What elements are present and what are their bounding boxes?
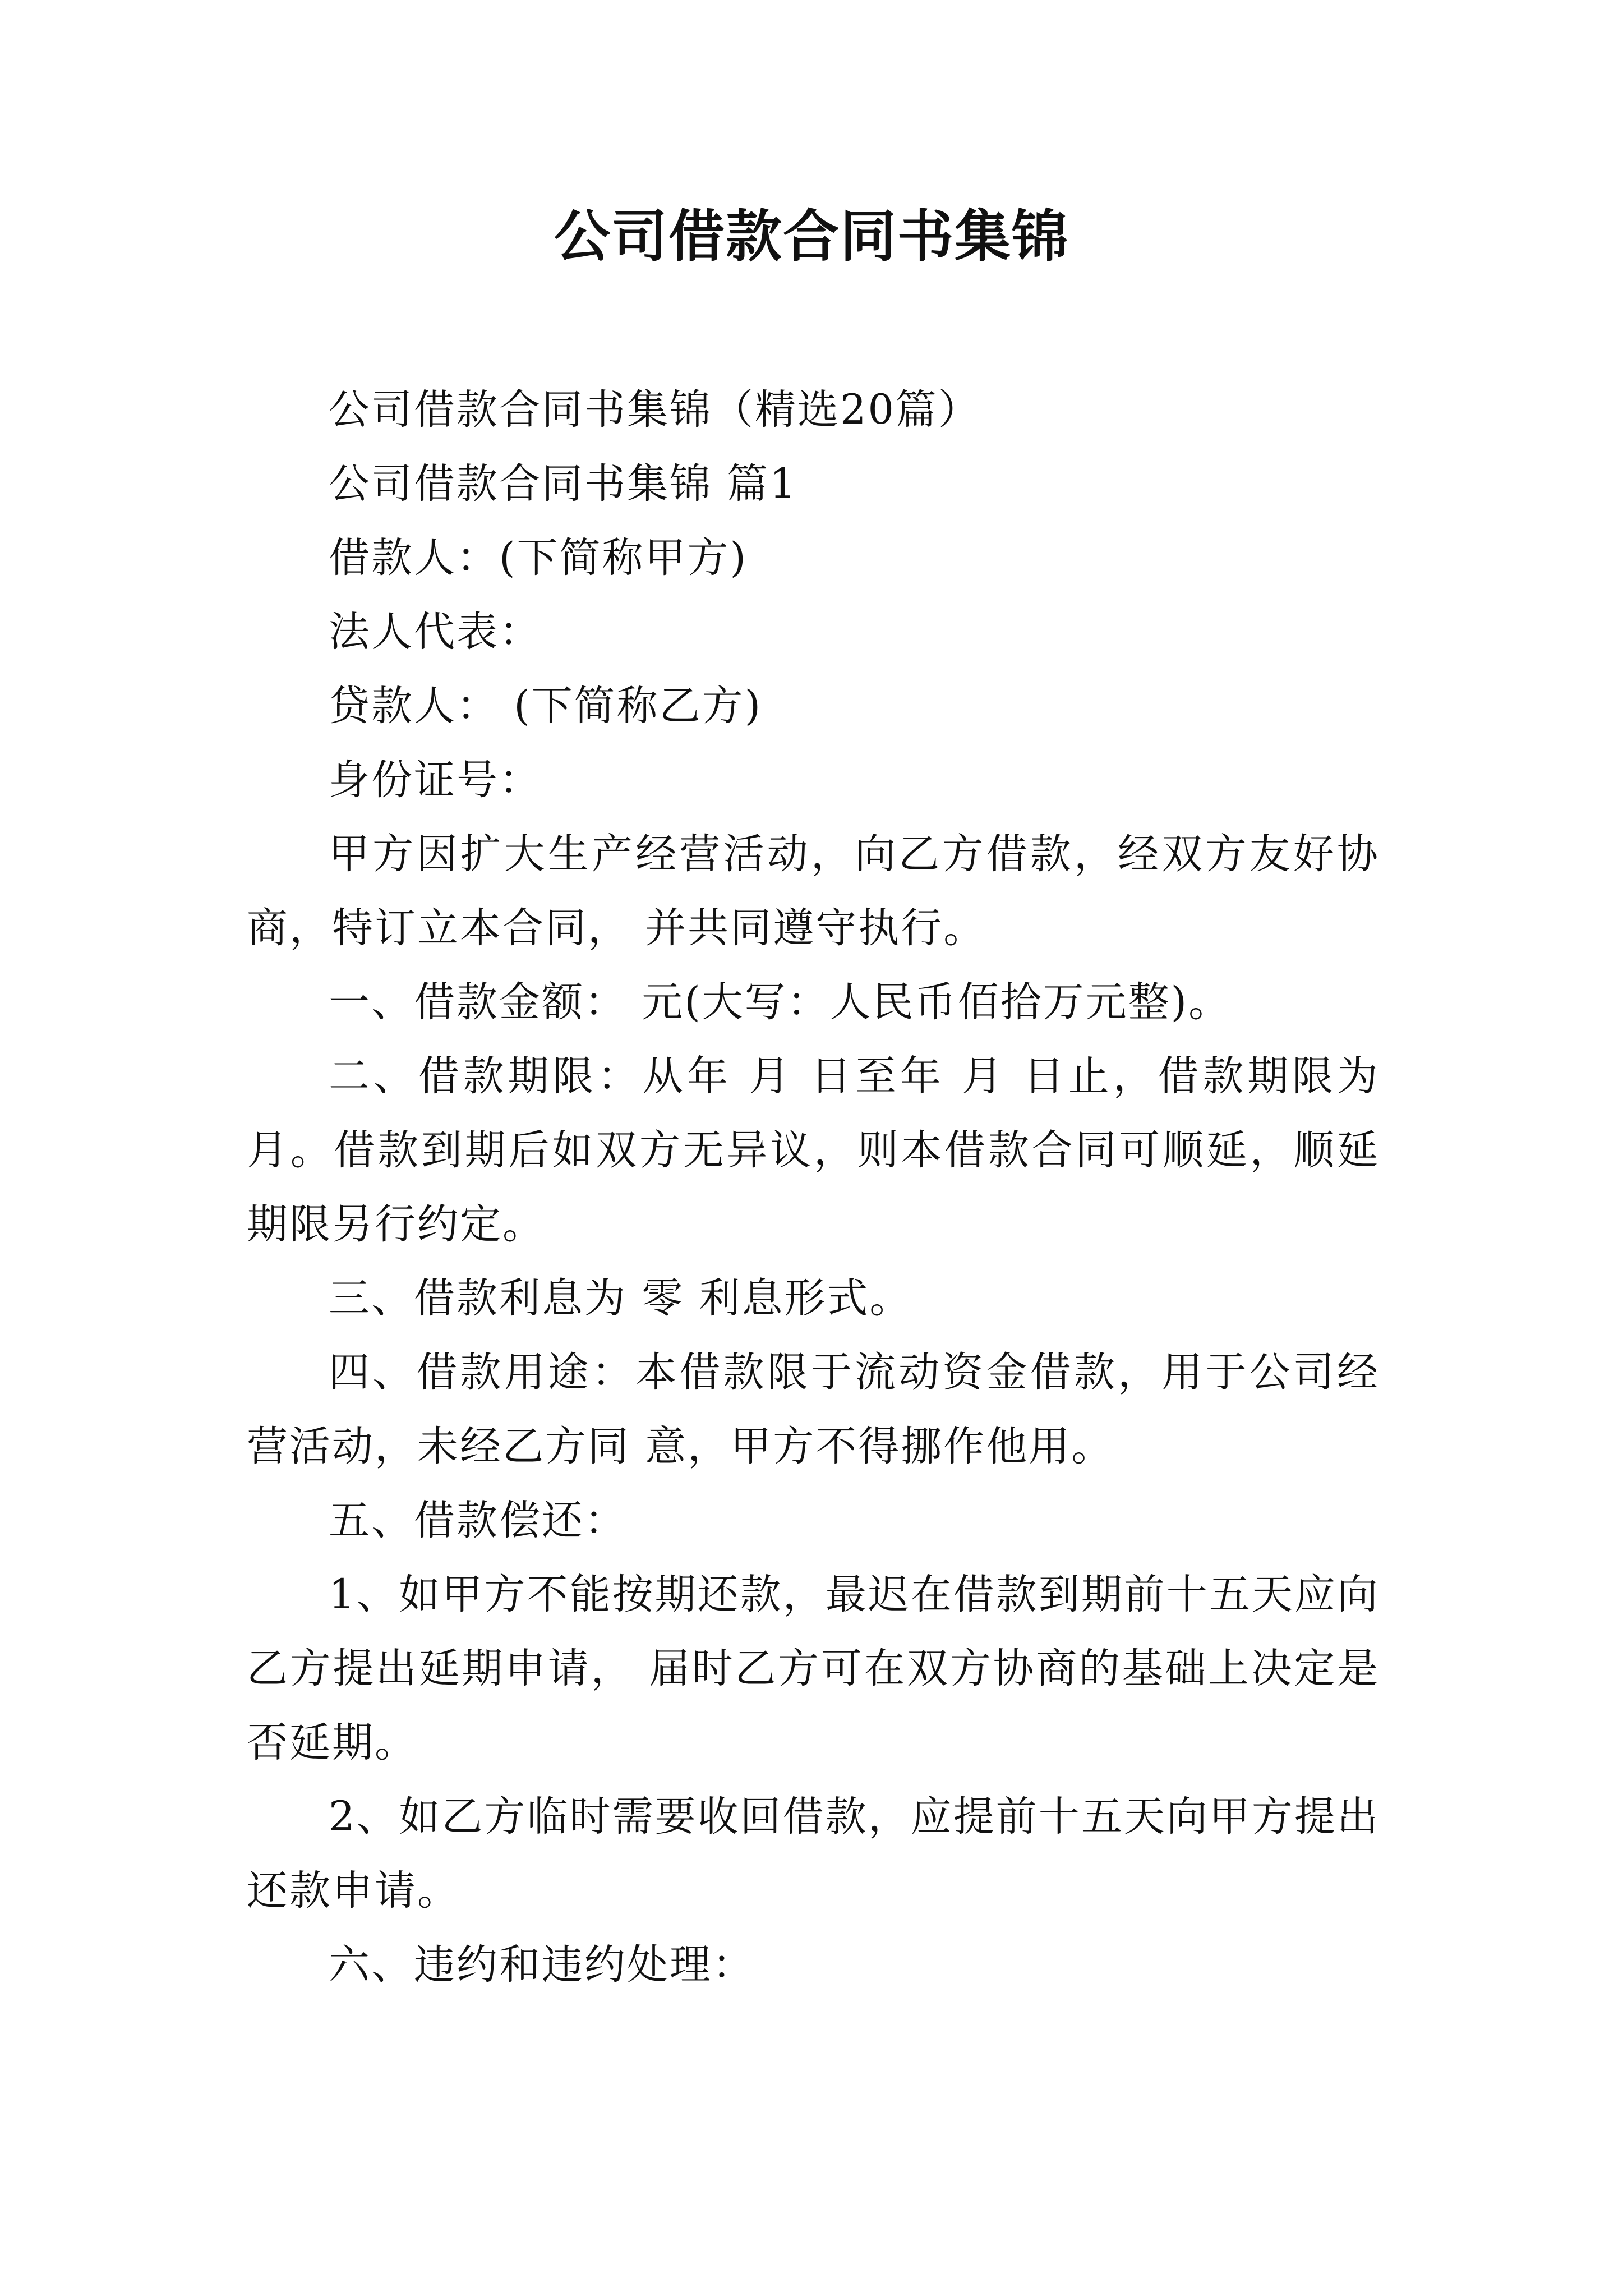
paragraph-clause-purpose: 四、借款用途：本借款限于流动资金借款，用于公司经营活动，未经乙方同 意，甲方不得挪作他用。 — [247, 1349, 1380, 1470]
document-title: 公司借款合同书集锦 — [554, 204, 1069, 269]
paragraph-clause-repayment: 五、借款偿还： — [329, 1497, 627, 1544]
paragraph-section-heading: 公司借款合同书集锦 篇1 — [329, 460, 797, 508]
paragraph-subtitle: 公司借款合同书集锦（精选20篇） — [329, 386, 981, 434]
paragraph-repayment-item-2: 2、如乙方临时需要收回借款，应提前十五天向甲方提出还款申请。 — [247, 1793, 1380, 1915]
paragraph-repayment-item-1: 1、如甲方不能按期还款，最迟在借款到期前十五天应向乙方提出延期申请， 届时乙方可在双方协商的基础上决定是否延期。 — [247, 1571, 1380, 1766]
paragraph-clause-amount: 一、借款金额： 元(大写：人民币佰拾万元整)。 — [329, 978, 1232, 1026]
paragraph-id-number: 身份证号： — [329, 756, 542, 804]
document-body — [247, 373, 1380, 2002]
paragraph-clause-term: 二、借款期限：从年 月 日至年 月 日止，借款期限为月。借款到期后如双方无异议，则本借款合同可顺延，顺延期限另行约定。 — [247, 1052, 1380, 1248]
paragraph-lender: 贷款人： (下简称乙方) — [329, 682, 763, 730]
paragraph-legal-representative: 法人代表： — [329, 608, 542, 656]
paragraph-clause-breach: 六、违约和违约处理： — [329, 1941, 755, 1989]
paragraph-preamble: 甲方因扩大生产经营活动，向乙方借款，经双方友好协商，特订立本合同， 并共同遵守执行。 — [247, 830, 1380, 952]
paragraph-clause-interest: 三、借款利息为 零 利息形式。 — [329, 1274, 912, 1322]
paragraph-borrower: 借款人：(下简称甲方) — [329, 534, 748, 582]
